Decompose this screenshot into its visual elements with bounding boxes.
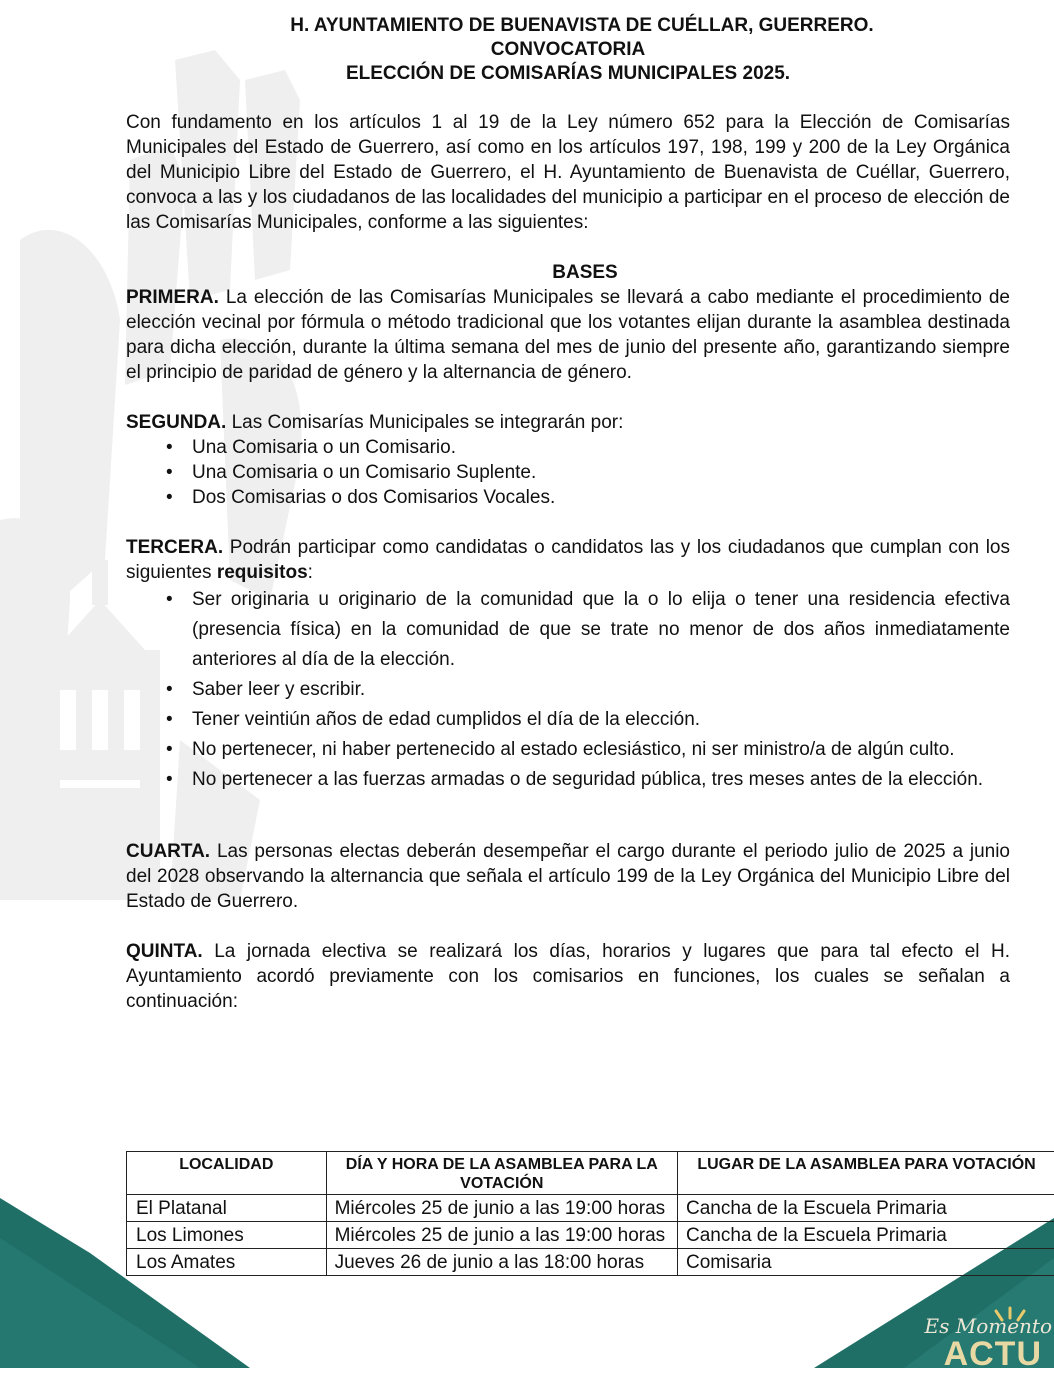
cell-lugar: Cancha de la Escuela Primaria — [678, 1195, 1054, 1222]
cell-localidad: Los Limones — [127, 1222, 327, 1249]
segunda-label: SEGUNDA. — [126, 412, 226, 433]
tercera-requirements-list — [126, 585, 1010, 795]
base-quinta — [126, 939, 1010, 1014]
col-header-localidad: LOCALIDAD — [127, 1152, 327, 1195]
logo-word: ACTU — [944, 1335, 1042, 1374]
base-segunda — [126, 410, 1010, 435]
intro-paragraph: Con fundamento en los artículos 1 al 19 de la Ley número 652 para la Elección de Comisarías Municipales del Estado de Guerrero, así como en los artículos 197, 198, 199 y 200 de la Ley Orgánica del Municipio Libre del Estado de Guerrero, el H. Ayuntamiento de Buenavista de Cuéllar, Guerrero, convoca a las y los ciudadanos de las localidades del municipio a participar en el proceso de elección de las Comisarías Municipales, conforme a las siguientes: — [126, 110, 1010, 235]
quinta-label: QUINTA. — [126, 941, 203, 962]
base-primera — [126, 285, 1010, 385]
segunda-text: Las Comisarías Municipales se integrarán por: — [232, 412, 624, 433]
logo-script-text: Es Momento — [925, 1314, 1053, 1338]
table-row — [127, 1222, 1054, 1249]
list-item: • Tener veintiún años de edad cumplidos el día de la elección. — [126, 705, 1010, 735]
list-item: • Una Comisaria o un Comisario. — [126, 435, 1010, 460]
list-item: • Dos Comisarias o dos Comisarios Vocales. — [126, 485, 1010, 510]
cuarta-label: CUARTA. — [126, 841, 210, 862]
base-tercera — [126, 535, 1010, 585]
list-item: • No pertenecer, ni haber pertenecido al estado eclesiástico, ni ser ministro/a de algún culto. — [126, 735, 1010, 765]
cell-dia-hora: Miércoles 25 de junio a las 19:00 horas — [326, 1195, 677, 1222]
document-page — [126, 14, 1010, 1014]
header-election-title: ELECCIÓN DE COMISARÍAS MUNICIPALES 2025. — [126, 62, 1010, 86]
assembly-schedule-table — [126, 1151, 1054, 1276]
bases-title: BASES — [160, 260, 1010, 285]
col-header-lugar: LUGAR DE LA ASAMBLEA PARA VOTACIÓN — [678, 1152, 1054, 1195]
cell-lugar: Cancha de la Escuela Primaria — [678, 1222, 1054, 1249]
list-item: • No pertenecer a las fuerzas armadas o de seguridad pública, tres meses antes de la elección. — [126, 765, 1010, 795]
cell-dia-hora: Miércoles 25 de junio a las 19:00 horas — [326, 1222, 677, 1249]
tercera-requisitos: requisitos — [217, 562, 308, 583]
primera-label: PRIMERA. — [126, 287, 219, 308]
tercera-label: TERCERA. — [126, 537, 223, 558]
table-header-row — [127, 1152, 1054, 1195]
cuarta-text: Las personas electas deberán desempeñar el cargo durante el periodo julio de 2025 a junio del 2028 observando la alternancia que señala el artículo 199 de la Ley Orgánica del Municipio Libre del Estado de Guerrero. — [126, 841, 1010, 912]
table-row — [127, 1249, 1054, 1276]
primera-text: La elección de las Comisarías Municipales se llevará a cabo mediante el procedimiento de elección vecinal por fórmula o método tradicional que los votantes elijan durante la asamblea destinada para dicha elección, durante la última semana del mes de junio del presente año, garantizando siempre el principio de paridad de género y la alternancia de género. — [126, 287, 1010, 383]
tercera-text: Podrán participar como candidatas o candidatos las y los ciudadanos que cumplan con los siguientes — [126, 537, 1010, 583]
list-item: • Ser originaria u originario de la comunidad que la o lo elija o tener una residencia efectiva (presencia física) en la comunidad de que se trate no menor de dos años inmediatamente anteriores al día de la elección. — [126, 585, 1010, 675]
header-convocatoria: CONVOCATORIA — [126, 38, 1010, 62]
col-header-dia-hora: DÍA Y HORA DE LA ASAMBLEA PARA LA VOTACIÓN — [326, 1152, 677, 1195]
cell-localidad: El Platanal — [127, 1195, 327, 1222]
table-row — [127, 1195, 1054, 1222]
list-item: • Una Comisaria o un Comisario Suplente. — [126, 460, 1010, 485]
header-municipality: H. AYUNTAMIENTO DE BUENAVISTA DE CUÉLLAR, GUERRERO. — [154, 14, 1010, 38]
document-header — [126, 14, 1010, 86]
list-item: • Saber leer y escribir. — [126, 675, 1010, 705]
tercera-colon: : — [308, 562, 313, 583]
base-cuarta — [126, 839, 1010, 914]
cell-lugar: Comisaria — [678, 1249, 1054, 1276]
segunda-list — [126, 435, 1010, 510]
quinta-text: La jornada electiva se realizará los días, horarios y lugares que para tal efecto el H. Ayuntamiento acordó previamente con los comisarios en funciones, los cuales se señalan a continuación: — [126, 941, 1010, 1012]
cell-dia-hora: Jueves 26 de junio a las 18:00 horas — [326, 1249, 677, 1276]
cell-localidad: Los Amates — [127, 1249, 327, 1276]
